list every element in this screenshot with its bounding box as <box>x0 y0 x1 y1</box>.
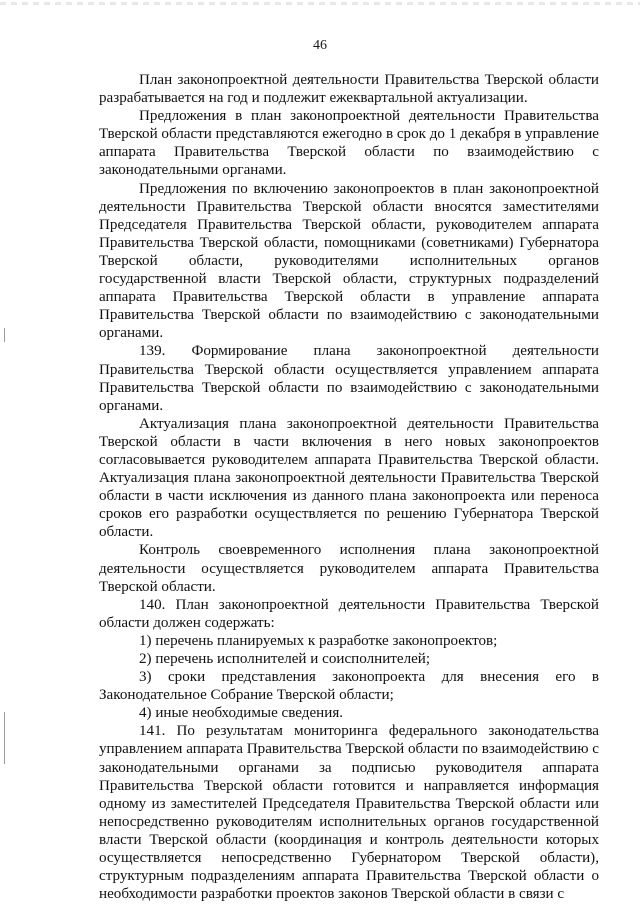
scan-margin-mark <box>4 712 5 764</box>
paragraph: 140. План законопроектной деятельности Правительства Тверской области должен содержать: <box>99 596 599 631</box>
list-item: 3) сроки представления законопроекта для внесения его в Законодательное Собрание Тверской области; <box>99 669 599 704</box>
paragraph: 141. По результатам мониторинга федерального законодательства управлением аппарата Правительства Тверской области по взаимодействию с законодательными органами за подписью руководителя аппарата Правительства Тверской области готовится и направляется информация одному из заместителей Председателя Правительства Тверской области или непосредственно руководителям исполнительных органов государственной власти Тверской области (координация и контроль деятельности которых осуществляется непосредственно Губернатором Тверской области), структурным подразделениям аппарата Правительства Тверской области о необходимости разработки проектов законов Тверской области в связи с <box>99 723 599 903</box>
list-item: 2) перечень исполнителей и соисполнителей; <box>139 651 431 667</box>
scan-artifact-top <box>0 2 640 5</box>
paragraph: Контроль своевременного исполнения плана законопроектной деятельности осуществляется руководителем аппарата Правительства Тверской области. <box>99 542 599 595</box>
paragraph: Предложения в план законопроектной деятельности Правительства Тверской области представляются ежегодно в срок до 1 декабря в управление аппарата Правительства Тверской области по взаимодействию с законодательными органами. <box>99 108 599 179</box>
document-body <box>99 71 599 903</box>
paragraph: 139. Формирование плана законопроектной деятельности Правительства Тверской области осуществляется управлением аппарата Правительства Тверской области по взаимодействию с законодательными органами. <box>99 343 599 414</box>
scan-margin-mark <box>4 328 5 342</box>
paragraph: Актуализация плана законопроектной деятельности Правительства Тверской области в части включения в него новых законопроектов согласовывается руководителем аппарата Правительства Тверской области. Актуализация плана законопроектной деятельности Правительства Тверской области в части исключения из данного плана законопроекта или переноса сроков его разработки осуществляется по решению Губернатора Тверской области. <box>99 415 599 541</box>
list-item: 4) иные необходимые сведения. <box>139 705 344 722</box>
paragraph: Предложения по включению законопроектов в план законопроектной деятельности Правительства Тверской области вносятся заместителями Председателя Правительства Тверской области, руководителем аппарата Правительства Тверской области, помощниками (советниками) Губернатора Тверской области, руководителями исполнительных органов государственной власти Тверской области, структурных подразделений аппарата Правительства Тверской области в управление аппарата Правительства Тверской области по взаимодействию с законодательными органами. <box>99 180 599 342</box>
paragraph: План законопроектной деятельности Правительства Тверской области разрабатывается на год и подлежит ежеквартальной актуализации. <box>99 72 599 107</box>
list-item: 1) перечень планируемых к разработке законопроектов; <box>139 632 498 649</box>
page-number: 46 <box>313 38 327 53</box>
